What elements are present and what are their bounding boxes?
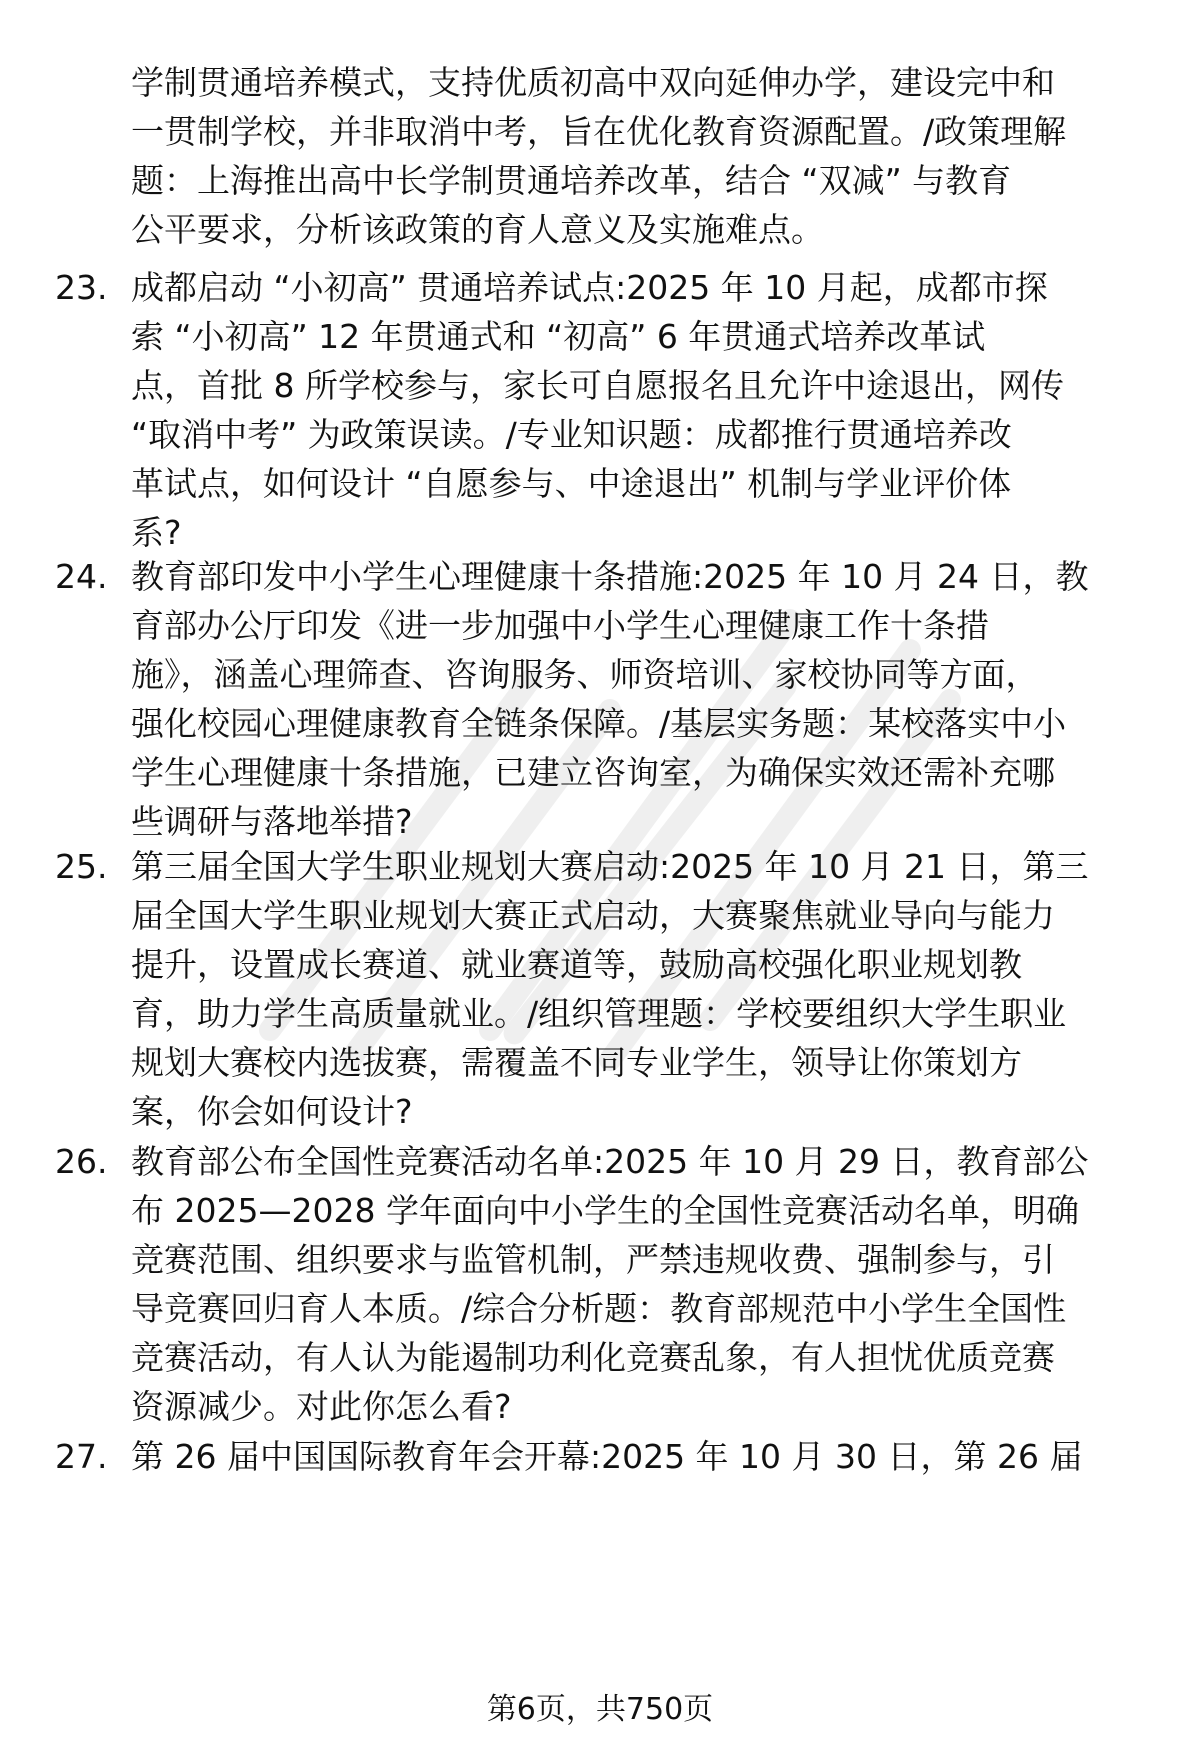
paragraph-line: 革试点，如何设计 “自愿参与、中途退出” 机制与学业评价体 [131,464,1012,503]
paragraph-line: 点，首批 8 所学校参与，家长可自愿报名且允许中途退出，网传 [131,366,1064,405]
paragraph-line: 施》，涵盖心理筛查、咨询服务、师资培训、家校协同等方面， [131,655,1039,694]
paragraph-line: 布 2025—2028 学年面向中小学生的全国性竞赛活动名单，明确 [131,1191,1079,1230]
list-item-text [131,263,1151,557]
paragraph-line: 些调研与落地举措? [131,802,413,841]
paragraph-line: “取消中考” 为政策误读。/专业知识题：成都推行贯通培养改 [131,415,1012,454]
paragraph-line: 规划大赛校内选拔赛，需覆盖不同专业学生，领导让你策划方 [131,1043,1022,1082]
paragraph-line: 导竞赛回归育人本质。/综合分析题：教育部规范中小学生全国性 [131,1289,1067,1328]
paragraph-line: 学制贯通培养模式，支持优质初高中双向延伸办学，建设完中和 [131,63,1055,102]
paragraph-line: 提升，设置成长赛道、就业赛道等，鼓励高校强化职业规划教 [131,945,1022,984]
paragraph-line: 索 “小初高” 12 年贯通式和 “初高” 6 年贯通式培养改革试 [131,317,986,356]
list-item-number: 23. [55,268,108,307]
list-item-text [131,1432,1151,1481]
paragraph-line: 第三届全国大学生职业规划大赛启动:2025 年 10 月 21 日，第三 [131,847,1089,886]
list-item-text [131,1137,1151,1431]
paragraph-line: 强化校园心理健康教育全链条保障。/基层实务题：某校落实中小 [131,704,1067,743]
list-item-number: 26. [55,1142,108,1181]
paragraph-line: 成都启动 “小初高” 贯通培养试点:2025 年 10 月起，成都市探 [131,268,1048,307]
paragraph-line: 资源减少。对此你怎么看? [131,1387,512,1426]
list-item-number: 27. [55,1437,108,1476]
paragraph-line: 教育部公布全国性竞赛活动名单:2025 年 10 月 29 日，教育部公 [131,1142,1089,1181]
paragraph-line: 题：上海推出高中长学制贯通培养改革，结合 “双减” 与教育 [131,161,1012,200]
paragraph-line: 育，助力学生高质量就业。/组织管理题：学校要组织大学生职业 [131,994,1067,1033]
continuation-paragraph [131,58,1151,254]
paragraph-line: 教育部印发中小学生心理健康十条措施:2025 年 10 月 24 日，教 [131,557,1089,596]
list-item-number: 25. [55,847,108,886]
paragraph-line: 第 26 届中国国际教育年会开幕:2025 年 10 月 30 日，第 26 届 [131,1437,1083,1476]
paragraph-line: 案，你会如何设计? [131,1092,413,1131]
list-item-text [131,842,1151,1136]
paragraph-line: 竞赛范围、组织要求与监管机制，严禁违规收费、强制参与，引 [131,1240,1055,1279]
paragraph-line: 育部办公厅印发《进一步加强中小学生心理健康工作十条措 [131,606,989,645]
page-number-footer: 第6页，共750页 [486,1692,714,1727]
paragraph-line: 一贯制学校，并非取消中考，旨在优化教育资源配置。/政策理解 [131,112,1067,151]
list-item-number: 24. [55,557,108,596]
paragraph-line: 届全国大学生职业规划大赛正式启动，大赛聚焦就业导向与能力 [131,896,1055,935]
paragraph-line: 公平要求，分析该政策的育人意义及实施难点。 [131,210,824,249]
paragraph-line: 系? [131,513,182,552]
list-item-text [131,552,1151,846]
paragraph-line: 竞赛活动，有人认为能遏制功利化竞赛乱象，有人担忧优质竞赛 [131,1338,1055,1377]
paragraph-line: 学生心理健康十条措施，已建立咨询室，为确保实效还需补充哪 [131,753,1055,792]
